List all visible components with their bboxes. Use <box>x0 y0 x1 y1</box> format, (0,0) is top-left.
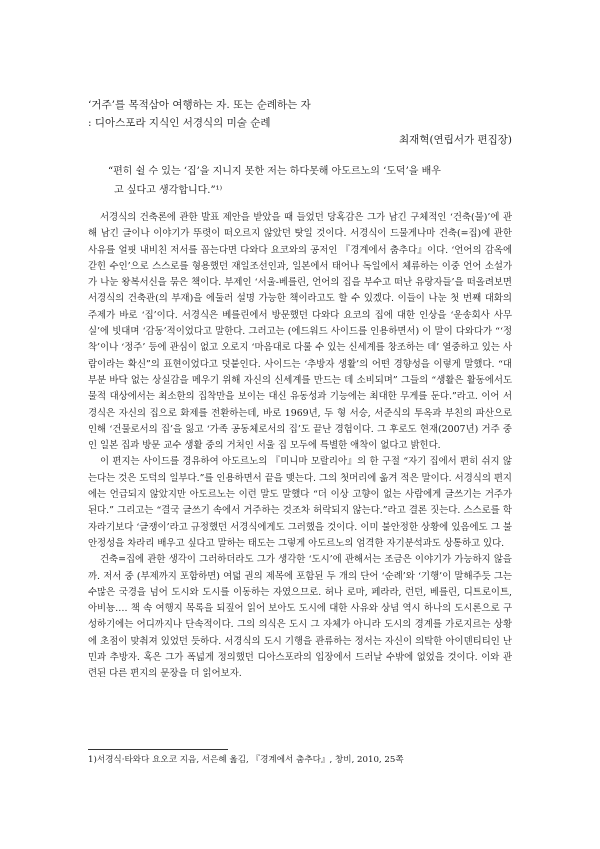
footnote-divider <box>88 749 228 750</box>
footnote: 1)서경식·타와다 요오코 지음, 서은혜 옮김, 『경계에서 춤추다』, 창비, 2010, 25쪽 <box>88 755 404 765</box>
epigraph-quote <box>108 162 504 200</box>
article-title <box>88 96 311 132</box>
body-paragraph-3: 건축=집에 관한 생각이 그러하더라도 그가 생각한 ‘도시’에 관해서는 조금은 이야기가 가능하지 않을까. 저서 중 (부제까지 포함하면) 여덟 권의 제목에 포함된 두 개의 단어 ‘순례’와 ‘기행’이 말해주듯 그는 수많은 국경을 넘어 도시와 도시를 이동하는 자였으므로. 허나 로마, 페라라, 런던, 베를린, 디트로이트, 아비뇽…. 책 속 여행지 목록을 되짚어 읽어 보아도 도시에 대한 사유와 상념 역시 하나의 도시론으로 구성하기에는 어디까지나 단속적이다. 그의 의식은 도시 그 자체가 아니라 도시의 경계를 가로지르는 상황에 초점이 맞춰져 있었던 듯하다. 서경식의 도시 기행을 관류하는 정서는 자신이 의탁한 아이덴티티인 난민과 추방자. 혹은 그가 폭넓게 정의했던 디아스포라의 입장에서 드러날 수밖에 없었을 것이다. 이와 관련된 다른 편지의 문장을 더 읽어보자. <box>88 554 512 680</box>
article-body <box>88 210 512 683</box>
title-line-1: ‘거주’를 목적삼아 여행하는 자. 또는 순례하는 자 <box>88 99 311 111</box>
epigraph-line-1: “편히 쉴 수 있는 ‘집’을 지니지 못한 저는 하다못해 아도르노의 ‘도덕’을 배우 <box>108 166 441 177</box>
epigraph-line-2: 고 싶다고 생각합니다.”¹⁾ <box>114 185 223 196</box>
title-line-2: : 디아스포라 지식인 서경식의 미술 순례 <box>88 117 271 129</box>
body-paragraph-2: 이 편지는 사이드를 경유하여 아도르노의 『미니마 모랄리아』의 한 구절 “자기 집에서 편히 쉬지 않는다는 것은 도덕의 일부다.”를 인용하면서 끝을 맺는다. 그의 첫머리에 옮겨 적은 말이다. 서경식의 편지에는 언급되지 않았지만 아도르노는 이런 말도 말했다 “더 이상 고향이 없는 사람에게 글쓰기는 거주가 된다.” 그리고는 “결국 글쓰기 속에서 거주하는 것조차 허락되지 않는다.”라고 결론 짓는다. 스스로를 학자라기보다 ‘글쟁이’라고 규정했던 서경식에게도 그러했을 것이다. 이미 불안정한 상황에 있음에도 그 불안정성을 차라리 배우고 싶다고 말하는 태도는 그렇게 아도르노의 엄격한 자기분석과도 상통하고 있다. <box>88 456 512 549</box>
body-paragraph-1: 서경식의 건축론에 관한 발표 제안을 받았을 때 들었던 당혹감은 그가 남긴 구체적인 ‘건축(물)’에 관해 남긴 글이나 이야기가 뚜렷이 떠오르지 않았던 탓일 것이다. 서경식이 드물게나마 건축(=집)에 관한 사유를 얼핏 내비친 저서를 꼽는다면 다와다 요코와의 공저인 『경계에서 춤추다』이다. ‘언어의 감옥에 갇힌 수인’으로 스스로를 형용했던 재일조선인과, 일본에서 태어나 독일에서 체류하는 이중 언어 소설가가 나눈 왕복서신을 묶은 책이다. 부제인 ‘서울-베를린, 언어의 집을 부수고 떠난 유랑자들’을 떠올려보면 서경식의 건축관(의 부재)을 에둘러 설명 가능한 책이라고도 할 수 있겠다. 이들이 나눈 첫 번째 대화의 주제가 바로 ‘집’이다. 서경식은 베를린에서 방문했던 다와다 요코의 집에 대한 인상을 ‘운송회사 사무실’에 빗대며 ‘감동’적이었다고 말한다. 그러고는 (에드워드 사이드를 인용하면서) 이 말이 다와다가 “‘정착’이나 ‘정주’ 등에 관심이 없고 오로지 ‘마음대로 다룰 수 있는 신세계를 창조하는 데’ 열중하고 있는 사람이라는 확신”의 표현이었다고 덧붙인다. 사이드는 ‘추방자 생활’의 어떤 경향성을 이렇게 말했다. “대부분 바닥 없는 상실감을 메우기 위해 자신의 신세계를 만드는 데 소비되며” 그들의 “생활은 활동에서도 물적 대상에서는 최소한의 집착만을 보이는 대신 유동성과 기능에는 최대한 무게를 둔다.”라고. 이어 서경식은 자신의 집으로 화제를 전환하는데, 바로 1969년, 두 형 서승, 서준식의 투옥과 부친의 파산으로 인해 ‘건물로서의 집’을 잃고 ‘가족 공동체로서의 집’도 끝난 경험이다. 그 후로도 현재(2007년) 거주 중인 일본 집과 방문 교수 생활 중의 거처인 서울 집 모두에 특별한 애착이 없다고 밝힌다. <box>88 212 512 452</box>
author-line: 최재혁(연립서가 편집장) <box>399 134 512 146</box>
